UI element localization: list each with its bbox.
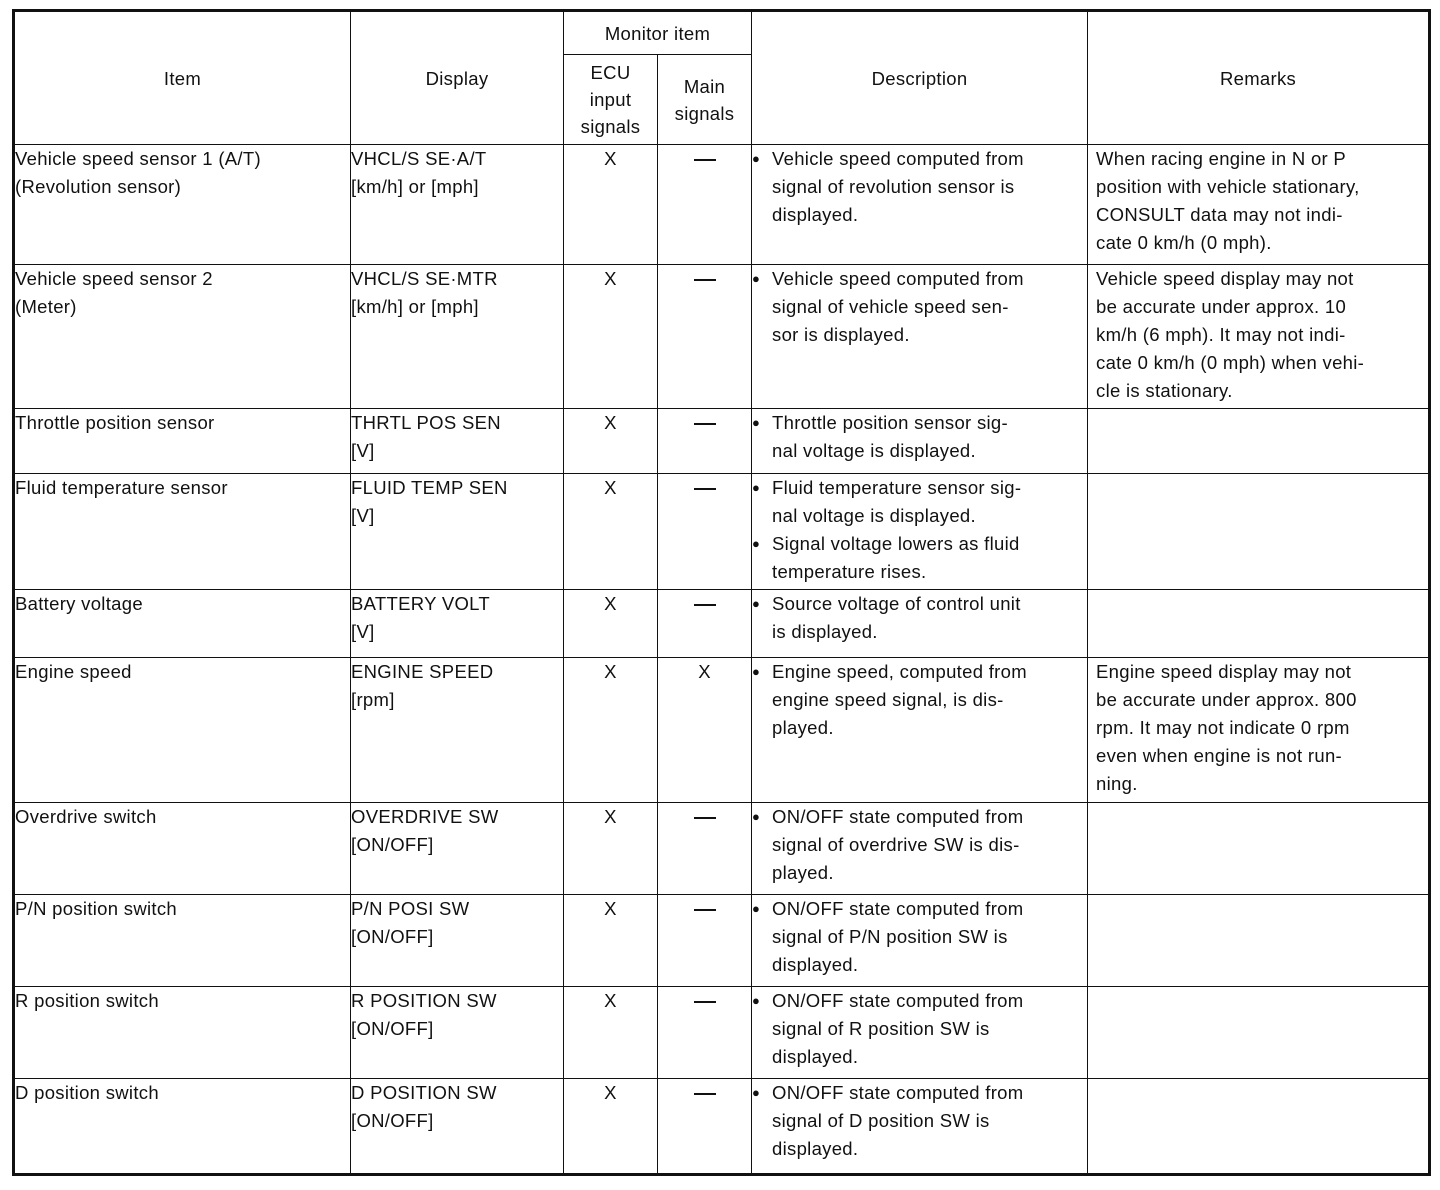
- display-line: [km/h] or [mph]: [351, 296, 479, 317]
- description-line: signal of revolution sensor is: [772, 176, 1015, 197]
- item-line: R position switch: [15, 990, 159, 1011]
- display-line: [ON/OFF]: [351, 1110, 434, 1131]
- remarks-cell: [1088, 409, 1430, 474]
- main-signal-mark: [658, 987, 752, 1079]
- header-display: Display: [351, 11, 564, 145]
- dash-mark: [694, 604, 716, 606]
- remarks-line: position with vehicle stationary,: [1096, 176, 1360, 197]
- item-cell: [14, 1079, 351, 1175]
- dash-mark: [694, 817, 716, 819]
- description-list: [752, 409, 1087, 465]
- description-bullet: [752, 1079, 1087, 1163]
- item-line: (Revolution sensor): [15, 176, 182, 197]
- display-line: [rpm]: [351, 689, 395, 710]
- display-line: THRTL POS SEN: [351, 412, 501, 433]
- item-cell: [14, 265, 351, 409]
- main-signal-mark: [658, 474, 752, 590]
- ecu-input-mark: [564, 987, 658, 1079]
- description-line: ● Vehicle speed computed from: [772, 268, 1024, 289]
- description-line: ● Fluid temperature sensor sig-: [772, 477, 1022, 498]
- display-cell: [351, 658, 564, 803]
- description-line: signal of P/N position SW is: [772, 926, 1008, 947]
- table-row: [14, 987, 1430, 1079]
- table-row: [14, 895, 1430, 987]
- remarks-cell: [1088, 590, 1430, 658]
- main-signal-mark: [658, 895, 752, 987]
- display-cell: [351, 474, 564, 590]
- header-ecu-input-signals: ECU input signals: [564, 55, 658, 145]
- remarks-cell: [1088, 895, 1430, 987]
- remarks-line: cate 0 km/h (0 mph).: [1096, 232, 1272, 253]
- description-bullet: [752, 590, 1087, 646]
- table-row: [14, 1079, 1430, 1175]
- header-item: Item: [14, 11, 351, 145]
- description-bullet: [752, 895, 1087, 979]
- description-list: [752, 1079, 1087, 1163]
- remarks-line: When racing engine in N or P: [1096, 148, 1347, 169]
- display-cell: [351, 895, 564, 987]
- ecu-input-mark: [564, 590, 658, 658]
- remarks-line: km/h (6 mph). It may not indi-: [1096, 324, 1346, 345]
- x-mark: X: [604, 898, 617, 919]
- item-line: P/N position switch: [15, 898, 177, 919]
- remarks-line: even when engine is not run-: [1096, 745, 1342, 766]
- table-row: [14, 803, 1430, 895]
- description-line: ● Source voltage of control unit: [772, 593, 1021, 614]
- display-cell: [351, 987, 564, 1079]
- x-mark: X: [698, 661, 711, 682]
- main-signal-mark: [658, 409, 752, 474]
- description-cell: [752, 987, 1088, 1079]
- display-cell: [351, 1079, 564, 1175]
- description-line: temperature rises.: [772, 561, 927, 582]
- display-cell: [351, 145, 564, 265]
- item-cell: [14, 987, 351, 1079]
- description-cell: [752, 1079, 1088, 1175]
- description-bullet: [752, 803, 1087, 887]
- main-signal-mark: [658, 265, 752, 409]
- main-signal-mark: [658, 803, 752, 895]
- table-row: [14, 145, 1430, 265]
- description-line: is displayed.: [772, 621, 878, 642]
- display-line: [ON/OFF]: [351, 834, 434, 855]
- ecu-input-mark: [564, 409, 658, 474]
- remarks-line: be accurate under approx. 800: [1096, 689, 1357, 710]
- display-cell: [351, 409, 564, 474]
- main-signal-mark: [658, 590, 752, 658]
- description-line: signal of vehicle speed sen-: [772, 296, 1009, 317]
- description-line: ● ON/OFF state computed from: [772, 990, 1024, 1011]
- x-mark: X: [604, 268, 617, 289]
- description-list: [752, 265, 1087, 349]
- description-line: displayed.: [772, 1046, 859, 1067]
- display-line: [V]: [351, 505, 375, 526]
- main-signal-mark: [658, 1079, 752, 1175]
- description-line: ● Throttle position sensor sig-: [772, 412, 1008, 433]
- display-line: [V]: [351, 621, 375, 642]
- description-line: ● ON/OFF state computed from: [772, 1082, 1024, 1103]
- header-main-signals: Main signals: [658, 55, 752, 145]
- item-cell: [14, 658, 351, 803]
- display-cell: [351, 265, 564, 409]
- header-description: Description: [752, 11, 1088, 145]
- description-bullet: [752, 474, 1087, 530]
- description-line: nal voltage is displayed.: [772, 505, 976, 526]
- display-line: VHCL/S SE·MTR: [351, 268, 498, 289]
- description-cell: [752, 803, 1088, 895]
- description-line: displayed.: [772, 1138, 859, 1159]
- description-cell: [752, 409, 1088, 474]
- ecu-input-mark: [564, 265, 658, 409]
- description-cell: [752, 590, 1088, 658]
- x-mark: X: [604, 477, 617, 498]
- display-line: [km/h] or [mph]: [351, 176, 479, 197]
- display-line: OVERDRIVE SW: [351, 806, 499, 827]
- item-line: Fluid temperature sensor: [15, 477, 228, 498]
- table-row: [14, 590, 1430, 658]
- dash-mark: [694, 1093, 716, 1095]
- description-list: [752, 987, 1087, 1071]
- item-line: Battery voltage: [15, 593, 143, 614]
- description-line: sor is displayed.: [772, 324, 910, 345]
- remarks-cell: [1088, 803, 1430, 895]
- item-line: Overdrive switch: [15, 806, 157, 827]
- description-cell: [752, 474, 1088, 590]
- display-line: BATTERY VOLT: [351, 593, 490, 614]
- display-line: [ON/OFF]: [351, 926, 434, 947]
- x-mark: X: [604, 661, 617, 682]
- item-cell: [14, 145, 351, 265]
- description-list: [752, 658, 1087, 742]
- remarks-line: cle is stationary.: [1096, 380, 1233, 401]
- description-line: played.: [772, 862, 834, 883]
- x-mark: X: [604, 806, 617, 827]
- description-line: ● Signal voltage lowers as fluid: [772, 533, 1020, 554]
- x-mark: X: [604, 148, 617, 169]
- description-line: ● ON/OFF state computed from: [772, 806, 1024, 827]
- ecu-input-mark: [564, 895, 658, 987]
- description-list: [752, 895, 1087, 979]
- dash-mark: [694, 488, 716, 490]
- dash-mark: [694, 1001, 716, 1003]
- table-row: [14, 474, 1430, 590]
- item-line: Vehicle speed sensor 2: [15, 268, 213, 289]
- description-line: ● ON/OFF state computed from: [772, 898, 1024, 919]
- display-cell: [351, 803, 564, 895]
- description-cell: [752, 145, 1088, 265]
- remarks-cell: [1088, 474, 1430, 590]
- display-cell: [351, 590, 564, 658]
- ecu-input-mark: [564, 145, 658, 265]
- description-list: [752, 590, 1087, 646]
- ecu-input-mark: [564, 803, 658, 895]
- description-line: displayed.: [772, 204, 859, 225]
- description-bullet: [752, 987, 1087, 1071]
- item-line: (Meter): [15, 296, 77, 317]
- description-list: [752, 803, 1087, 887]
- item-cell: [14, 474, 351, 590]
- item-cell: [14, 409, 351, 474]
- description-line: displayed.: [772, 954, 859, 975]
- item-line: D position switch: [15, 1082, 159, 1103]
- description-line: engine speed signal, is dis-: [772, 689, 1004, 710]
- dash-mark: [694, 159, 716, 161]
- remarks-cell: [1088, 658, 1430, 803]
- ecu-input-mark: [564, 1079, 658, 1175]
- display-line: [ON/OFF]: [351, 1018, 434, 1039]
- main-signal-mark: [658, 658, 752, 803]
- remarks-cell: [1088, 1079, 1430, 1175]
- description-line: ● Vehicle speed computed from: [772, 148, 1024, 169]
- description-bullet: [752, 530, 1087, 586]
- description-line: signal of overdrive SW is dis-: [772, 834, 1020, 855]
- item-cell: [14, 590, 351, 658]
- table-row: [14, 658, 1430, 803]
- remarks-cell: [1088, 145, 1430, 265]
- description-cell: [752, 265, 1088, 409]
- description-line: nal voltage is displayed.: [772, 440, 976, 461]
- description-bullet: [752, 409, 1087, 465]
- remarks-line: ning.: [1096, 773, 1138, 794]
- item-line: Vehicle speed sensor 1 (A/T): [15, 148, 261, 169]
- description-line: played.: [772, 717, 834, 738]
- display-line: VHCL/S SE·A/T: [351, 148, 487, 169]
- display-line: FLUID TEMP SEN: [351, 477, 508, 498]
- monitor-item-table: [12, 9, 1431, 1176]
- remarks-line: rpm. It may not indicate 0 rpm: [1096, 717, 1350, 738]
- header-monitor-item: Monitor item: [564, 11, 752, 55]
- item-line: Engine speed: [15, 661, 132, 682]
- dash-mark: [694, 279, 716, 281]
- remarks-line: be accurate under approx. 10: [1096, 296, 1347, 317]
- description-line: signal of R position SW is: [772, 1018, 990, 1039]
- remarks-line: CONSULT data may not indi-: [1096, 204, 1343, 225]
- x-mark: X: [604, 1082, 617, 1103]
- description-list: [752, 145, 1087, 229]
- item-cell: [14, 895, 351, 987]
- display-line: D POSITION SW: [351, 1082, 497, 1103]
- display-line: [V]: [351, 440, 375, 461]
- item-cell: [14, 803, 351, 895]
- remarks-line: cate 0 km/h (0 mph) when vehi-: [1096, 352, 1365, 373]
- remarks-cell: [1088, 265, 1430, 409]
- table-row: [14, 409, 1430, 474]
- description-line: signal of D position SW is: [772, 1110, 990, 1131]
- description-line: ● Engine speed, computed from: [772, 661, 1027, 682]
- remarks-cell: [1088, 987, 1430, 1079]
- display-line: R POSITION SW: [351, 990, 497, 1011]
- display-line: ENGINE SPEED: [351, 661, 494, 682]
- x-mark: X: [604, 990, 617, 1011]
- ecu-input-mark: [564, 658, 658, 803]
- dash-mark: [694, 909, 716, 911]
- description-bullet: [752, 658, 1087, 742]
- description-bullet: [752, 145, 1087, 229]
- display-line: P/N POSI SW: [351, 898, 470, 919]
- description-cell: [752, 895, 1088, 987]
- x-mark: X: [604, 593, 617, 614]
- description-bullet: [752, 265, 1087, 349]
- remarks-line: Engine speed display may not: [1096, 661, 1352, 682]
- item-line: Throttle position sensor: [15, 412, 215, 433]
- dash-mark: [694, 423, 716, 425]
- x-mark: X: [604, 412, 617, 433]
- ecu-input-mark: [564, 474, 658, 590]
- table-row: [14, 265, 1430, 409]
- header-remarks: Remarks: [1088, 11, 1430, 145]
- description-list: [752, 474, 1087, 586]
- description-cell: [752, 658, 1088, 803]
- main-signal-mark: [658, 145, 752, 265]
- remarks-line: Vehicle speed display may not: [1096, 268, 1354, 289]
